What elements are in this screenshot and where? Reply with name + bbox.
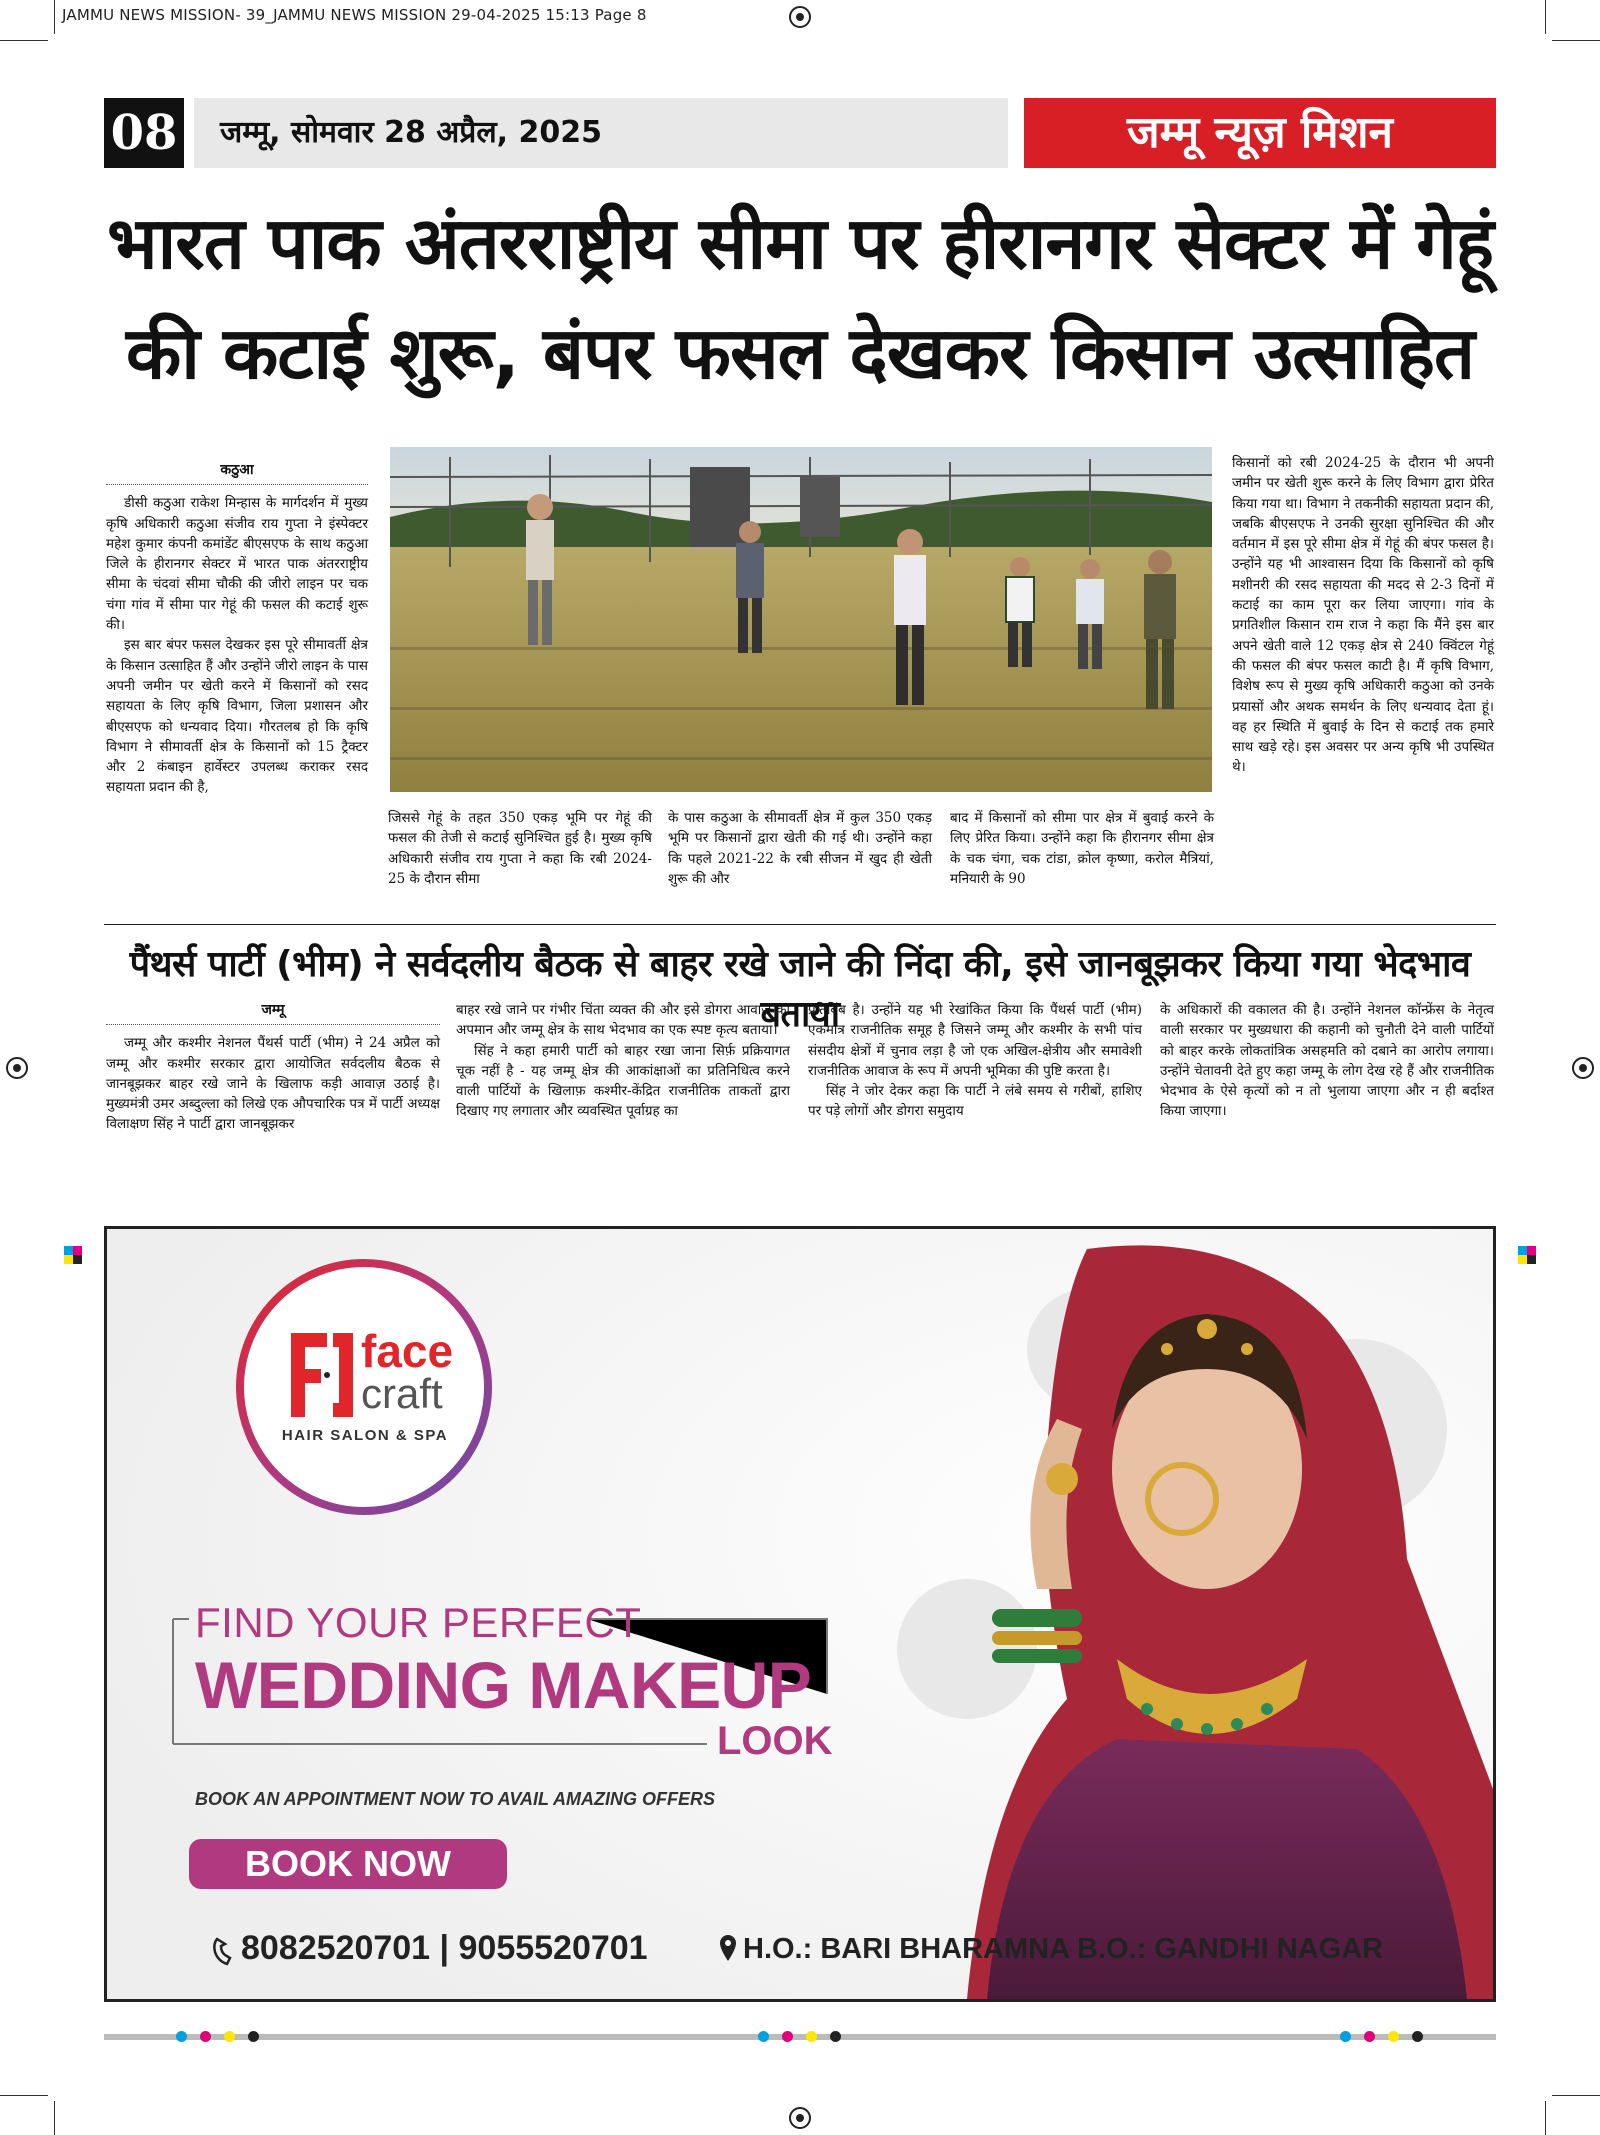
story-column [106, 460, 368, 798]
brand-tagline: HAIR SALON & SPA [281, 1427, 449, 1444]
paragraph: के पास कठुआ के सीमावर्ती क्षेत्र में कुल 350 एकड़ भूमि पर किसानों द्वारा खेती की गई थी। उन्होंने कहा कि पहले 2021-22 के रबी सीजन में खुद ही खेती शुरू की और [668, 810, 932, 887]
story-headline [104, 188, 1496, 408]
color-dot-icon [200, 2031, 211, 2042]
brand-face: face [361, 1325, 454, 1377]
color-bar-icon [1518, 1246, 1536, 1264]
advertisement[interactable] [104, 1226, 1496, 2002]
registration-mark-icon [1572, 1057, 1594, 1079]
registration-mark-icon [789, 6, 811, 28]
crop-mark [54, 0, 55, 34]
paragraph: सिंह ने कहा हमारी पार्टी को बाहर रखा जाना सिर्फ़ प्रक्रियागत चूक नहीं है - यह जम्मू क्षेत्र की आकांक्षाओं का प्रतिनिधित्व करने वाली पार्टियों के खिलाफ़ कश्मीर-केंद्रित राजनीतिक ताकतों द्वारा दिखाए गए लगातार और व्यवस्थित पूर्वाग्रह का [456, 1042, 790, 1120]
story-headline: पैंथर्स पार्टी (भीम) ने सर्वदलीय बैठक से बाहर रखे जाने की निंदा की, इसे जानबूझकर किया गया भेदभाव बताया [129, 944, 1471, 1035]
address: H.O.: BARI BHARAMNA B.O.: GANDHI NAGAR [743, 1933, 1384, 1965]
ad-line-3: LOOK [717, 1719, 833, 1763]
color-dot-icon [1340, 2031, 1351, 2042]
crop-mark [1552, 2095, 1600, 2096]
news-photo [390, 447, 1212, 792]
ad-line-2: WEDDING MAKEUP [195, 1648, 812, 1722]
headline-line: की कटाई शुरू, बंपर फसल देखकर किसान उत्साहित [125, 311, 1475, 395]
headline-line: भारत पाक अंतरराष्ट्रीय सीमा पर हीरानगर सेक्टर में गेहूं [107, 201, 1493, 285]
book-now-button[interactable]: BOOK NOW [189, 1839, 507, 1889]
crop-mark [0, 40, 48, 41]
color-bar-icon [64, 1246, 82, 1264]
color-dot-icon [1364, 2031, 1375, 2042]
dateline: जम्मू [106, 1000, 440, 1025]
footer-rule [104, 2034, 1496, 2040]
crop-mark [54, 2101, 55, 2135]
story-column [388, 808, 652, 889]
print-slug: JAMMU NEWS MISSION- 39_JAMMU NEWS MISSION 29-04-2025 15:13 Page 8 [62, 6, 647, 24]
location-pin-icon [719, 1934, 737, 1962]
crop-mark [1552, 40, 1600, 41]
ad-line-1: FIND YOUR PERFECT [195, 1599, 642, 1646]
color-dot-icon [806, 2031, 817, 2042]
paragraph: किसानों को रबी 2024-25 के दौरान भी अपनी जमीन पर खेती शुरू करने के लिए विभाग द्वारा प्रेरित किया गया था। विभाग ने तकनीकी सहायता प्रदान की, जबकि बीएसएफ ने उनकी सुरक्षा सुनिश्चित की और वर्तमान में इस पूरे सीमा क्षेत्र में गेहूं की बंपर फसल है। उन्होंने यह भी आश्वासन दिया कि किसानों को कृषि मशीनरी की रसद सहायता की मदद से 2-3 दिनों में कटाई का काम पूरा कर लिया जाएगा। गांव के प्रगतिशील किसान राम राज ने कहा कि मैंने इस बार अपने खेती वाले 12 एकड़ क्षेत्र से 240 क्विंटल गेहूं की फसल की बंपर फसल काटी है। मैं कृषि विभाग, विशेष रूप से मुख्य कृषि अधिकारी कठुआ को उनके प्रयासों और अथक समर्थन के लिए धन्यवाद देता हूं। वह हर स्थिति में बुवाई के दिन से कटाई तक हमारे साथ खड़े रहे। इस अवसर पर अन्य कृषि भी उपस्थित थे। [1232, 455, 1494, 776]
story-column [668, 808, 932, 889]
color-dot-icon [758, 2031, 769, 2042]
paragraph: के अधिकारों की वकालत की है। उन्होंने नेशनल कॉन्फ्रेंस के नेतृत्व वाली सरकार पर मुख्यधारा की कहानी को चुनौती देने वाली पार्टियों को बाहर करके लोकतांत्रिक असहमति को दबाने का आरोप लगाया। उन्होंने चेतावनी देते हुए कहा जम्मू के लोग देख रहे हैं और राजनीतिक भेदभाव के ऐसे कृत्यों को न तो भुलाया जाएगा और न ही बर्दाश्त किया जाएगा। [1160, 1002, 1494, 1120]
phone-icon [211, 1936, 237, 1966]
crop-mark [1545, 2101, 1546, 2135]
story-column [1232, 453, 1494, 778]
masthead: जम्मू न्यूज़ मिशन [1024, 98, 1496, 168]
face-craft-logo-icon [287, 1329, 357, 1421]
color-dot-icon [1412, 2031, 1423, 2042]
story-column [950, 808, 1214, 889]
story-column [456, 1000, 790, 1122]
crop-mark [1545, 0, 1546, 34]
story-column [1160, 1000, 1494, 1122]
brand-craft: craft [361, 1370, 443, 1417]
color-dot-icon [830, 2031, 841, 2042]
paragraph: जिससे गेहूं के तहत 350 एकड़ भूमि पर गेहूं की फसल की तेजी से कटाई सुनिश्चित हुई है। मुख्य कृषि अधिकारी संजीव राय गुप्ता ने कहा कि रबी 2024-25 के दौरान सीमा [388, 810, 652, 887]
phone-numbers[interactable]: 8082520701 | 9055520701 [241, 1929, 648, 1967]
paragraph: डीसी कठुआ राकेश मिन्हास के मार्गदर्शन में मुख्य कृषि अधिकारी कठुआ संजीव राय गुप्ता ने इंस्पेक्टर महेश कुमार कंपनी कमांडेंट बीएसएफ के साथ कठुआ जिले के हीरानगर सेक्टर में भारत पाक अंतरराष्ट्रीय सीमा के चंदवां सीमा चौकी की जीरो लाइन पर चक चंगा गांव में सीमा पार गेहूं की फसल की कटाई शुरू की। [106, 495, 368, 634]
dateline: कठुआ [106, 460, 368, 485]
registration-mark-icon [6, 1057, 28, 1079]
paragraph: जम्मू और कश्मीर नेशनल पैंथर्स पार्टी (भीम) ने 24 अप्रैल को जम्मू और कश्मीर सरकार द्वारा आयोजित सर्वदलीय बैठक से जानबूझकर बाहर रखे जाने के खिलाफ कड़ी आवाज़ उठाई है। मुख्यमंत्री उमर अब्दुल्ला को लिखे एक औपचारिक पत्र में पार्टी अध्यक्ष विलाक्षण सिंह ने पार्टी द्वारा जानबूझकर [106, 1035, 440, 1133]
paragraph: प्रतिबिंब है। उन्होंने यह भी रेखांकित किया कि पैंथर्स पार्टी (भीम) एकमात्र राजनीतिक समूह है जिसने जम्मू और कश्मीर के सभी पांच संसदीय क्षेत्रों में चुनाव लड़ा है जो एक अखिल-क्षेत्रीय और समावेशी राजनीतिक आवाज के रूप में अपनी भूमिका की पुष्टि करता है। [808, 1002, 1142, 1079]
story-column [808, 1000, 1142, 1122]
registration-mark-icon [789, 2107, 811, 2129]
story-column [106, 1000, 440, 1135]
color-dot-icon [248, 2031, 259, 2042]
color-dot-icon [176, 2031, 187, 2042]
paragraph: सिंह ने जोर देकर कहा कि पार्टी ने लंबे समय से गरीबों, हाशिए पर पड़े लोगों और डोगरा समुदाय [808, 1083, 1142, 1120]
paragraph: बाद में किसानों को सीमा पार क्षेत्र में बुवाई करने के लिए प्रेरित किया। उन्होंने कहा कि हीरानगर सीमा क्षेत्र के चक चंगा, चक टांडा, क्रोल कृष्णा, करोल मैत्रियां, मनियारी के 90 [950, 810, 1214, 887]
paragraph: इस बार बंपर फसल देखकर इस पूरे सीमावर्ती क्षेत्र के किसान उत्साहित हैं और उन्होंने जीरो लाइन के पास अपनी जमीन पर खेती करने में किसानों को रसद सहायता के लिए कृषि विभाग, जिला प्रशासन और बीएसएफ को धन्यवाद दिया। गौरतलब हो कि कृषि विभाग ने सीमावर्ती क्षेत्र के किसानों को 15 ट्रैक्टर और 2 कंबाइन हार्वेस्टर उपलब्ध कराकर रसद सहायता प्रदान की है, [106, 637, 368, 796]
ad-offer: BOOK AN APPOINTMENT NOW TO AVAIL AMAZING OFFERS [195, 1789, 715, 1809]
page-number: 08 [104, 98, 184, 168]
color-dot-icon [782, 2031, 793, 2042]
paragraph: बाहर रखे जाने पर गंभीर चिंता व्यक्त की और इसे डोगरा आवाज़ का अपमान और जम्मू क्षेत्र के साथ भेदभाव का एक स्पष्ट कृत्य बताया। [456, 1002, 790, 1039]
crop-mark [0, 2095, 48, 2096]
color-dot-icon [224, 2031, 235, 2042]
divider [104, 924, 1496, 925]
color-dot-icon [1388, 2031, 1399, 2042]
issue-date: जम्मू, सोमवार 28 अप्रैल, 2025 [220, 115, 603, 150]
